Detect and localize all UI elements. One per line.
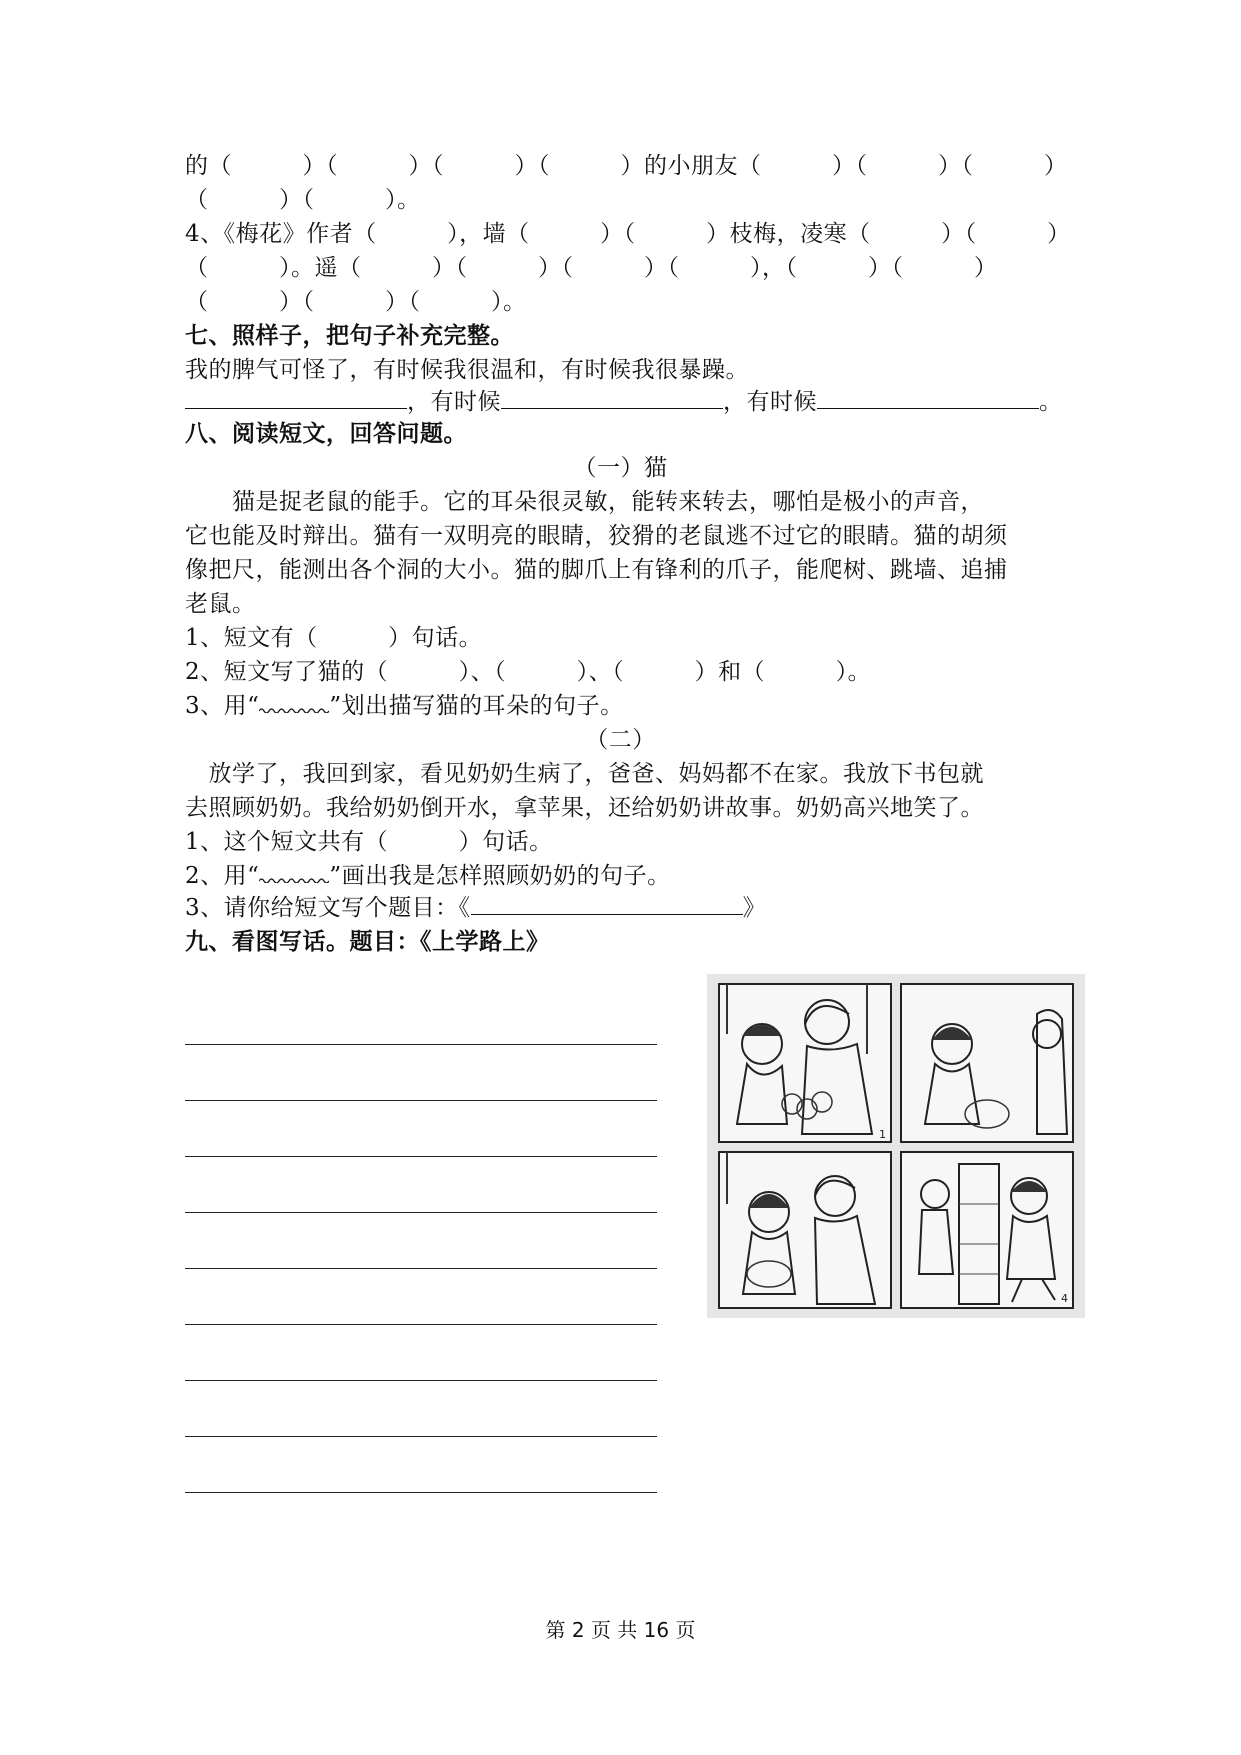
question-text: ”画出我是怎样照顾奶奶的句子。 [329,863,671,889]
section-7-fill-row [185,386,1063,418]
writing-line[interactable] [185,1492,657,1493]
passage-2-question-1: 1、这个短文共有（ ）句话。 [185,829,553,855]
fill-connector: ，有时候 [723,389,817,415]
passage-1-line: 猫是捉老鼠的能手。它的耳朵很灵敏，能转来转去，哪怕是极小的声音， [185,489,984,515]
panel-number-4: 4 [1061,1292,1068,1305]
plum-blossom-question: 4、《梅花》作者（ ），墙（ ）（ ）枝梅，凌寒（ ）（ ） [185,221,1071,247]
writing-line[interactable] [185,1212,657,1213]
writing-line[interactable] [185,1436,657,1437]
wavy-underline-icon [259,873,329,883]
comic-illustration [707,974,1085,1318]
answer-blank[interactable] [817,386,1039,409]
passage-1-heading: （一）猫 [573,455,668,481]
question-text: 3、请你给短文写个题目：《 [185,895,471,921]
passage-1-line: 老鼠。 [185,591,256,617]
passage-1-question-1: 1、短文有（ ）句话。 [185,625,483,651]
section-9-title: 九、看图写话。题目：《上学路上》 [185,928,550,955]
plum-blossom-line-2: （ ）。遥（ ）（ ）（ ）（ ），（ ）（ ） [185,255,998,281]
passage-2-question-2 [185,860,671,892]
section-7-title: 七、照样子，把句子补充完整。 [185,322,514,349]
poem-fill-line-2: （ ）（ ）。 [185,187,421,213]
answer-blank[interactable] [185,386,407,409]
passage-2-line: 放学了，我回到家，看见奶奶生病了，爸爸、妈妈都不在家。我放下书包就 [185,761,984,787]
answer-blank[interactable] [501,386,723,409]
question-text: 》 [742,895,767,921]
poem-fill-line-1: 的（ ）（ ）（ ）（ ）的小朋友（ ）（ ）（ ） [185,153,1068,179]
writing-line[interactable] [185,1100,657,1101]
passage-1-line: 像把尺，能测出各个洞的大小。猫的脚爪上有锋利的爪子，能爬树、跳墙、追捕 [185,557,1008,583]
passage-1-question-3 [185,690,624,722]
writing-line[interactable] [185,1044,657,1045]
writing-line[interactable] [185,1268,657,1269]
question-text: 3、用“ [185,693,260,719]
section-8-title: 八、阅读短文，回答问题。 [185,420,467,447]
fill-end: 。 [1039,389,1063,415]
question-text: ”划出描写猫的耳朵的句子。 [329,693,624,719]
writing-line[interactable] [185,1156,657,1157]
wavy-underline-icon [259,703,329,713]
passage-2-heading: （二） [585,727,656,753]
passage-1-question-2: 2、短文写了猫的（ ）、（ ）、（ ）和（ ）。 [185,659,872,685]
fill-connector: ，有时候 [407,389,501,415]
comic-panels-image [707,974,1085,1318]
writing-line[interactable] [185,1380,657,1381]
title-answer-blank[interactable] [471,892,743,915]
passage-2-line: 去照顾奶奶。我给奶奶倒开水，拿苹果，还给奶奶讲故事。奶奶高兴地笑了。 [185,795,984,821]
comic-panel-4 [901,1152,1073,1308]
panel-number-1: 1 [879,1128,886,1141]
writing-line[interactable] [185,1324,657,1325]
passage-1-line: 它也能及时辩出。猫有一双明亮的眼睛，狡猾的老鼠逃不过它的眼睛。猫的胡须 [185,523,1008,549]
page-footer: 第 2 页 共 16 页 [545,1618,696,1642]
section-7-example: 我的脾气可怪了，有时候我很温和，有时候我很暴躁。 [185,357,749,383]
passage-2-question-3 [185,892,766,924]
plum-blossom-line-3: （ ）（ ）（ ）。 [185,289,527,315]
question-text: 2、用“ [185,863,260,889]
